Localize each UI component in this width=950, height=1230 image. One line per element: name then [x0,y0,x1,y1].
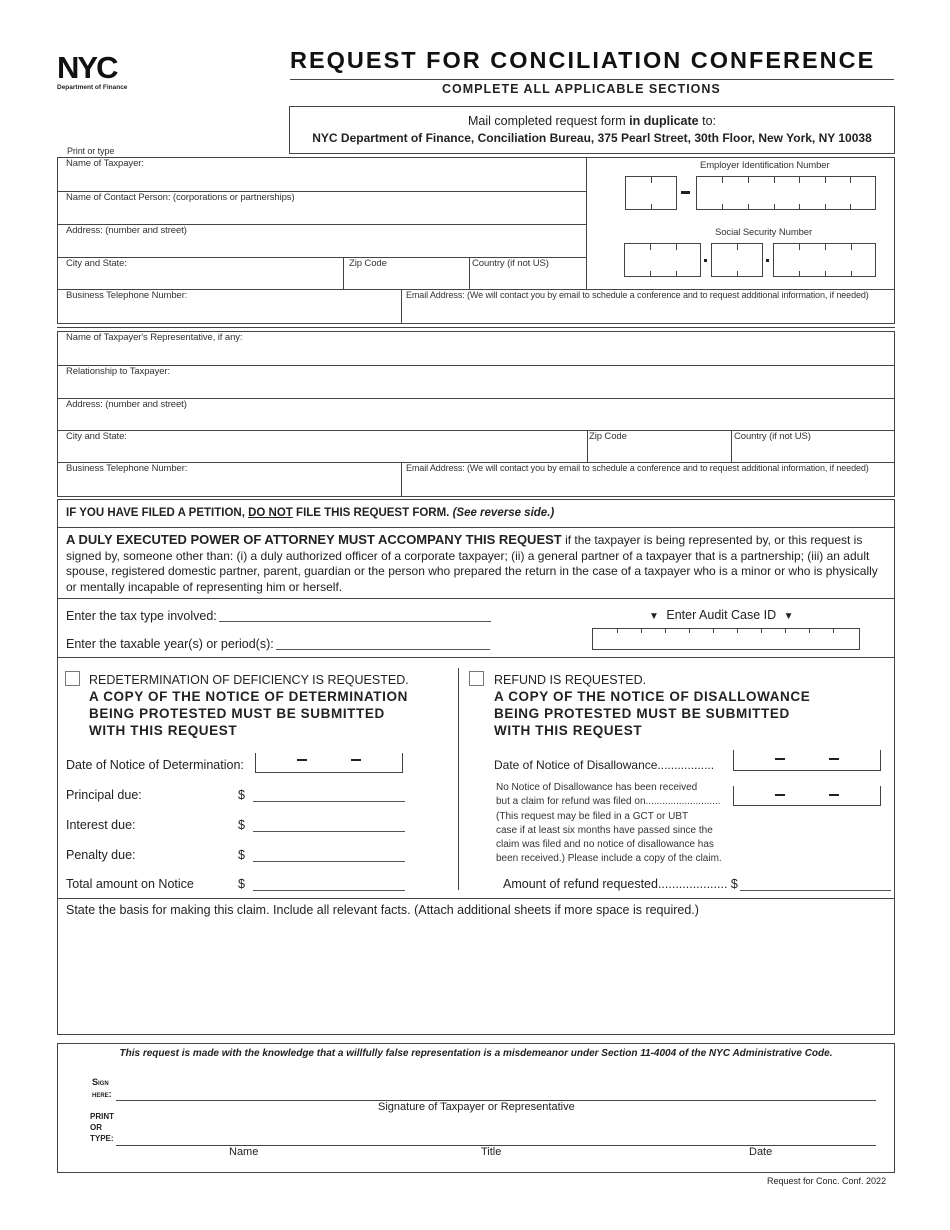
tax-type-input[interactable] [220,605,490,620]
rep-city-label: City and State: [66,431,127,442]
rep-relationship-input[interactable] [62,378,890,396]
principal-due-label: Principal due: [66,788,142,802]
taxpayer-city-label: City and State: [66,258,127,269]
taxpayer-country-input[interactable] [472,270,584,287]
claim-filed-date-box[interactable] [733,786,881,806]
logo-text: NYC [57,50,117,85]
ssn-group-box[interactable] [711,243,763,277]
print-or-type-label: PRINT OR TYPE: [90,1112,114,1143]
rep-phone-input[interactable] [62,476,398,494]
ein-prefix-box[interactable] [625,176,677,210]
form-title: REQUEST FOR CONCILIATION CONFERENCE [290,47,876,73]
penalty-dollar: $ [238,848,245,862]
deficiency-notice-line3: WITH THIS REQUEST [89,723,238,738]
logo-subtitle: Department of Finance [57,84,128,91]
print-or-type-note: Print or type [67,146,115,156]
refund-note-line1: (This request may be filed in a GCT or UBT [496,811,689,822]
rep-email-label: Email Address: (We will contact you by email to schedule a conference and to request additional information, if needed) [406,463,869,473]
printed-name-input[interactable] [118,1128,448,1144]
taxpayer-email-label: Email Address: (We will contact you by email to schedule a conference and to request additional information, if needed) [406,290,869,300]
rep-phone-label: Business Telephone Number: [66,463,188,474]
refund-note-line4: been received.) Please include a copy of the claim. [496,853,722,864]
nyc-logo [57,52,127,91]
ssn-separator-2 [766,259,769,262]
arrow-down-icon: ▼ [783,611,794,622]
name-caption: Name [229,1146,259,1158]
ein-label: Employer Identification Number [700,160,830,171]
determination-date-box[interactable] [255,753,403,773]
rep-city-input[interactable] [62,443,584,460]
tax-type-label: Enter the tax type involved: [66,609,217,623]
refund-notice-line1: A COPY OF THE NOTICE OF DISALLOWANCE [494,689,811,704]
petition-notice: IF YOU HAVE FILED A PETITION, DO NOT FILE THIS REQUEST FORM. (See reverse side.) [66,507,555,519]
no-notice-line1: No Notice of Disallowance has been received [496,782,698,793]
ssn-area-box[interactable] [624,243,701,277]
form-subtitle: COMPLETE ALL APPLICABLE SECTIONS [442,82,721,96]
taxpayer-zip-label: Zip Code [349,258,387,269]
rep-country-label: Country (if not US) [734,431,811,442]
basis-label: State the basis for making this claim. Include all relevant facts. (Attach additional sheets if more space is required.) [66,903,699,917]
taxpayer-city-input[interactable] [62,270,340,287]
audit-case-label: ▼ Enter Audit Case ID ▼ [649,608,794,622]
rep-email-input[interactable] [405,476,891,494]
form-id: Request for Conc. Conf. 2022 [767,1176,887,1186]
penalty-due-label: Penalty due: [66,848,136,862]
basis-textarea[interactable] [62,922,890,1030]
principal-dollar: $ [238,788,245,802]
printed-title-input[interactable] [452,1128,672,1144]
rep-zip-input[interactable] [590,443,728,460]
deficiency-notice-line1: A COPY OF THE NOTICE OF DETERMINATION [89,689,408,704]
rep-zip-label: Zip Code [589,431,627,442]
poa-notice: A DULY EXECUTED POWER OF ATTORNEY MUST ACCOMPANY THIS REQUEST if the taxpayer is being represented by, or this request is signed by, someone other than: (i) a duly authorized officer of a corporate taxpayer; (ii) a general partner of a taxpayer that is a partnership; (iii) an adult spouse, registered domestic partner, parent, guardian or the person who prepared the return in the case of a taxpayer who is a minor or who is physically or mentally incapable of representing him or herself. [66,532,878,594]
ssn-separator-1 [704,259,707,262]
taxpayer-phone-input[interactable] [62,303,398,321]
total-amount-label: Total amount on Notice [66,877,194,891]
penalty-due-input[interactable] [254,845,404,860]
deficiency-checkbox-label: REDETERMINATION OF DEFICIENCY IS REQUESTED. [89,673,409,687]
refund-amount-label: Amount of refund requested.................... $ [503,877,738,891]
disallowance-date-label: Date of Notice of Disallowance................. [494,758,715,772]
title-caption: Title [481,1146,502,1158]
false-representation-warning: This request is made with the knowledge that a willfully false representation is a misdemeanor under Section 11-4004 of the NYC Administrative Code. [119,1048,833,1059]
signature-date-input[interactable] [676,1128,874,1144]
signature-caption: Signature of Taxpayer or Representative [378,1101,575,1113]
ein-dash [681,191,690,194]
total-amount-input[interactable] [254,874,404,889]
refund-checkbox-label: REFUND IS REQUESTED. [494,673,647,687]
interest-dollar: $ [238,818,245,832]
date-caption: Date [749,1146,773,1158]
rep-address-input[interactable] [62,411,890,428]
refund-notice-line3: WITH THIS REQUEST [494,723,643,738]
taxpayer-phone-label: Business Telephone Number: [66,290,188,301]
interest-due-input[interactable] [254,815,404,830]
no-notice-line2: but a claim for refund was filed on........................... [496,796,721,807]
rep-address-label: Address: (number and street) [66,399,187,410]
arrow-down-icon: ▼ [649,611,659,622]
determination-date-label: Date of Notice of Determination: [66,758,244,772]
disallowance-date-box[interactable] [733,750,881,771]
taxpayer-zip-input[interactable] [347,270,466,287]
rep-name-input[interactable] [62,345,890,363]
taxpayer-address-label: Address: (number and street) [66,225,187,236]
deficiency-checkbox[interactable] [65,671,80,686]
refund-checkbox[interactable] [469,671,484,686]
total-dollar: $ [238,877,245,891]
mail-instruction: Mail completed request form in duplicate to: [467,114,716,128]
taxpayer-email-input[interactable] [405,303,891,321]
refund-amount-input[interactable] [741,874,890,889]
deficiency-notice-line2: BEING PROTESTED MUST BE SUBMITTED [89,706,385,721]
ein-suffix-box[interactable] [696,176,876,210]
ssn-label: Social Security Number [715,227,813,238]
taxpayer-address-input[interactable] [62,237,582,255]
rep-country-input[interactable] [734,443,892,460]
ssn-serial-box[interactable] [773,243,876,277]
contact-person-label: Name of Contact Person: (corporations or partnerships) [66,192,295,203]
taxable-year-input[interactable] [277,633,489,648]
contact-person-input[interactable] [62,204,582,222]
taxpayer-country-label: Country (if not US) [472,258,549,269]
mailing-address: NYC Department of Finance, Conciliation Bureau, 375 Pearl Street, 30th Floor, New York, NY 10038 [312,131,872,145]
principal-due-input[interactable] [254,785,404,800]
taxpayer-name-input[interactable] [62,171,582,189]
taxable-year-label: Enter the taxable year(s) or period(s): [66,637,274,651]
taxpayer-name-label: Name of Taxpayer: [66,158,144,169]
refund-notice-line2: BEING PROTESTED MUST BE SUBMITTED [494,706,790,721]
interest-due-label: Interest due: [66,818,136,832]
rep-relationship-label: Relationship to Taxpayer: [66,366,170,377]
audit-case-box[interactable] [592,628,860,650]
refund-note-line3: claim was filed and no notice of disallowance has [496,839,714,850]
rep-name-label: Name of Taxpayer's Representative, if any: [66,332,243,343]
title-rule [290,79,894,80]
sign-here-label: Sign here: [92,1077,112,1099]
refund-note-line2: case if at least six months have passed since the [496,825,713,836]
signature-input[interactable] [118,1082,874,1099]
